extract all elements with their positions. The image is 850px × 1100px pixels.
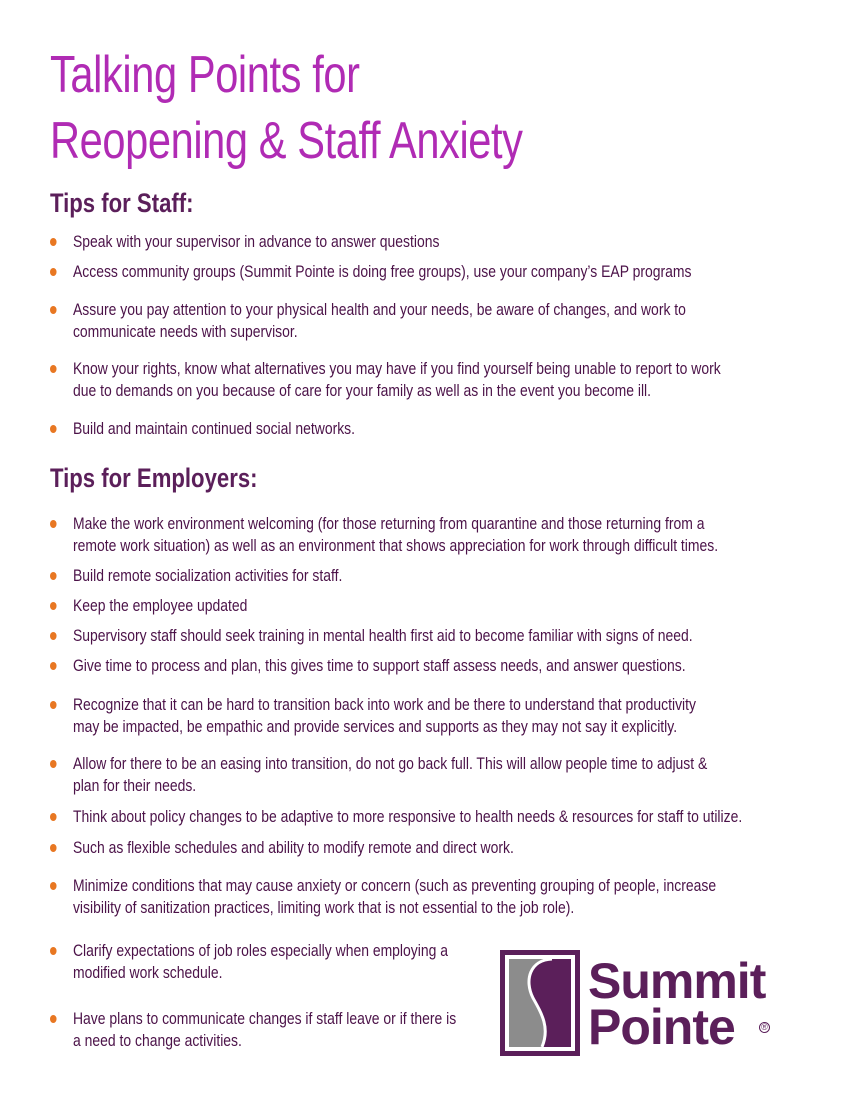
list-item-line: Access community groups (Summit Pointe is doing free groups), use your company’s EAP programs [72, 262, 692, 281]
list-item-line: due to demands on you because of care for your family as well as in the event you become ill. [72, 381, 652, 400]
list-item [50, 625, 788, 647]
list-item-line: Have plans to communicate changes if staff leave or if there is [72, 1009, 457, 1028]
list-item [50, 565, 788, 587]
list-item-line: a need to change activities. [72, 1031, 242, 1050]
bullet-icon [50, 306, 57, 314]
bullet-icon [50, 520, 57, 528]
bullet-icon [50, 882, 57, 890]
list-item [50, 655, 788, 677]
list-item-line: Give time to process and plan, this gives time to support staff assess needs, and answer questions. [72, 656, 686, 675]
bullet-icon [50, 844, 57, 852]
list-item-line: Build and maintain continued social networks. [72, 419, 356, 438]
list-item-line: Supervisory staff should seek training in mental health first aid to become familiar with signs of need. [72, 626, 693, 645]
list-item [50, 806, 788, 828]
list-item-line: Clarify expectations of job roles especially when employing a [72, 941, 448, 960]
list-item [50, 875, 788, 919]
list-item [50, 231, 788, 253]
list-item [50, 837, 788, 859]
employer-tips-heading: Tips for Employers: [50, 463, 258, 493]
bullet-icon [50, 268, 57, 276]
title-line-2: Reopening & Staff Anxiety [50, 112, 523, 170]
list-item [50, 694, 788, 738]
bullet-icon [50, 760, 57, 768]
bullet-icon [50, 602, 57, 610]
bullet-icon [50, 1015, 57, 1023]
list-item-line: Know your rights, know what alternatives you may have if you find yourself being unable to report to work [72, 359, 721, 378]
bullet-icon [50, 632, 57, 640]
list-item-line: Keep the employee updated [72, 596, 248, 615]
list-item-line: Such as flexible schedules and ability to modify remote and direct work. [72, 838, 514, 857]
list-item [50, 358, 788, 402]
list-item [50, 418, 788, 440]
list-item-line: visibility of sanitization practices, limiting work that is not essential to the job role). [72, 898, 575, 917]
bullet-icon [50, 425, 57, 433]
registered-mark: ® [759, 1022, 770, 1033]
list-item-line: Assure you pay attention to your physical health and your needs, be aware of changes, and work to [72, 300, 686, 319]
bullet-icon [50, 701, 57, 709]
staff-tips-heading: Tips for Staff: [50, 188, 194, 218]
page-title [50, 42, 523, 174]
bullet-icon [50, 947, 57, 955]
bullet-icon [50, 365, 57, 373]
list-item-line: Allow for there to be an easing into transition, do not go back full. This will allow people time to adjust & [72, 754, 708, 773]
list-item [50, 261, 788, 283]
logo-word-summit: Summit [588, 953, 766, 1009]
list-item-line: may be impacted, be empathic and provide services and supports as they may not say it explicitly. [72, 717, 678, 736]
list-item-line: Minimize conditions that may cause anxiety or concern (such as preventing grouping of people, increase [72, 876, 717, 895]
list-item-line: plan for their needs. [72, 776, 197, 795]
bullet-icon [50, 813, 57, 821]
list-item-line: Recognize that it can be hard to transition back into work and be there to understand that productivity [72, 695, 696, 714]
list-item [50, 595, 788, 617]
list-item-line: communicate needs with supervisor. [72, 322, 298, 341]
title-line-1: Talking Points for [50, 46, 360, 104]
list-item [50, 753, 788, 797]
list-item [50, 299, 788, 343]
summit-pointe-s-mark-icon [500, 950, 580, 1056]
list-item-line: Build remote socialization activities for staff. [72, 566, 343, 585]
bullet-icon [50, 572, 57, 580]
list-item [50, 513, 788, 557]
list-item-line: Think about policy changes to be adaptive to more responsive to health needs & resources for staff to utilize. [72, 807, 743, 826]
list-item-line: Speak with your supervisor in advance to answer questions [72, 232, 440, 251]
bullet-icon [50, 662, 57, 670]
list-item-line: remote work situation) as well as an environment that shows appreciation for work through difficult times. [72, 536, 719, 555]
summit-pointe-logo [500, 950, 805, 1056]
bullet-icon [50, 238, 57, 246]
logo-word-pointe: Pointe [588, 999, 735, 1055]
list-item-line: Make the work environment welcoming (for those returning from quarantine and those returning from a [72, 514, 705, 533]
list-item-line: modified work schedule. [72, 963, 223, 982]
